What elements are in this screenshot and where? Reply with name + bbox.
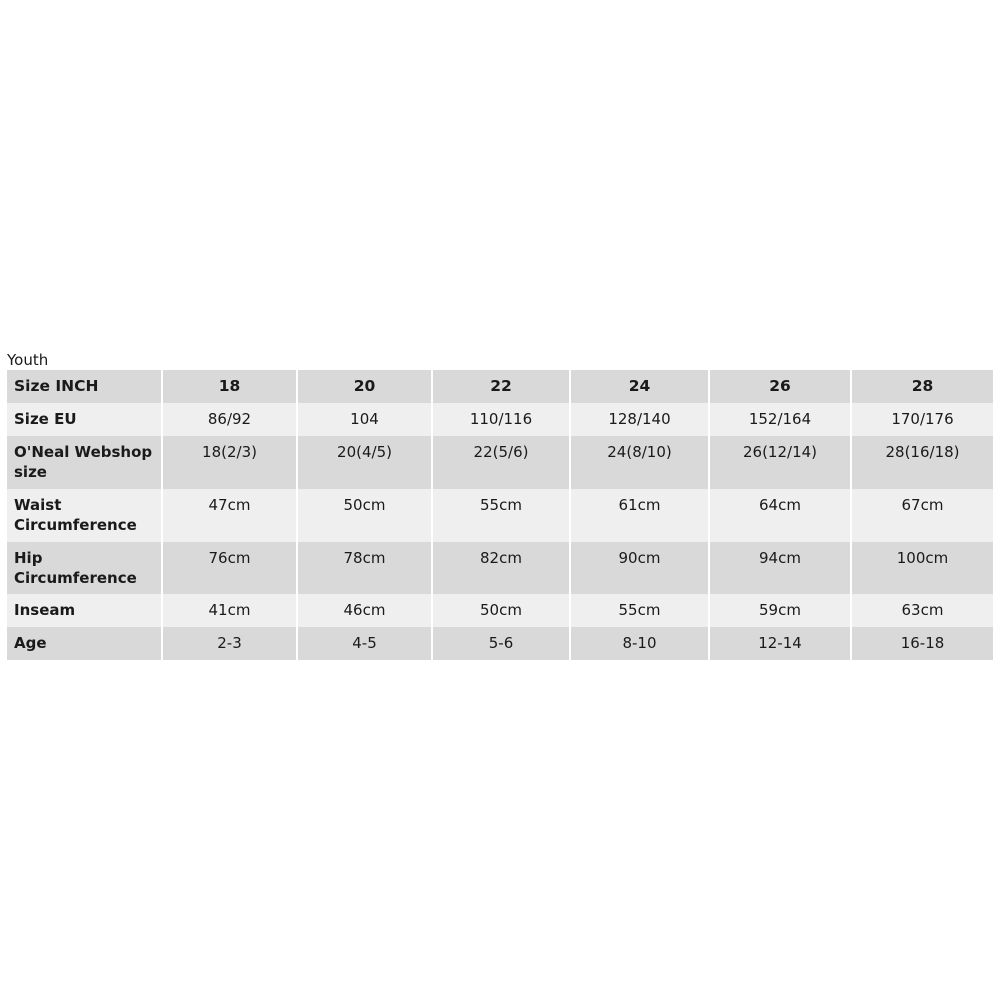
table-cell: 67cm (851, 489, 993, 542)
table-cell: 110/116 (432, 403, 570, 436)
size-chart-table (7, 370, 993, 660)
size-inch-18: 18 (162, 370, 297, 403)
size-inch-22: 22 (432, 370, 570, 403)
table-cell: 170/176 (851, 403, 993, 436)
table-cell: 12-14 (709, 627, 851, 660)
table-cell: 86/92 (162, 403, 297, 436)
table-row (7, 436, 993, 489)
table-cell: 104 (297, 403, 432, 436)
table-cell: 46cm (297, 594, 432, 627)
table-cell: 152/164 (709, 403, 851, 436)
table-cell: 24(8/10) (570, 436, 709, 489)
table-cell: 64cm (709, 489, 851, 542)
row-label: Hip Circumference (7, 542, 162, 594)
table-cell: 50cm (297, 489, 432, 542)
table-cell: 76cm (162, 542, 297, 594)
table-cell: 28(16/18) (851, 436, 993, 489)
table-cell: 20(4/5) (297, 436, 432, 489)
table-cell: 18(2/3) (162, 436, 297, 489)
header-row (7, 370, 993, 403)
row-label: Size INCH (7, 370, 162, 403)
table-cell: 8-10 (570, 627, 709, 660)
row-label: Waist Circumference (7, 489, 162, 542)
size-inch-28: 28 (851, 370, 993, 403)
table-cell: 78cm (297, 542, 432, 594)
table-row (7, 594, 993, 627)
table-cell: 41cm (162, 594, 297, 627)
table-cell: 55cm (570, 594, 709, 627)
size-inch-26: 26 (709, 370, 851, 403)
table-row (7, 489, 993, 542)
table-cell: 63cm (851, 594, 993, 627)
table-cell: 26(12/14) (709, 436, 851, 489)
table-row (7, 627, 993, 660)
table-cell: 82cm (432, 542, 570, 594)
table-cell: 61cm (570, 489, 709, 542)
table-cell: 100cm (851, 542, 993, 594)
row-label: Inseam (7, 594, 162, 627)
table-cell: 50cm (432, 594, 570, 627)
row-label: Size EU (7, 403, 162, 436)
table-cell: 47cm (162, 489, 297, 542)
size-inch-24: 24 (570, 370, 709, 403)
table-cell: 55cm (432, 489, 570, 542)
table-cell: 94cm (709, 542, 851, 594)
table-cell: 4-5 (297, 627, 432, 660)
row-label: O'Neal Webshop size (7, 436, 162, 489)
table-row (7, 403, 993, 436)
table-row (7, 542, 993, 594)
row-label: Age (7, 627, 162, 660)
table-cell: 59cm (709, 594, 851, 627)
table-caption: Youth (7, 351, 49, 369)
table-cell: 16-18 (851, 627, 993, 660)
size-inch-20: 20 (297, 370, 432, 403)
table-cell: 5-6 (432, 627, 570, 660)
table-cell: 22(5/6) (432, 436, 570, 489)
table-cell: 2-3 (162, 627, 297, 660)
table-cell: 90cm (570, 542, 709, 594)
table-cell: 128/140 (570, 403, 709, 436)
